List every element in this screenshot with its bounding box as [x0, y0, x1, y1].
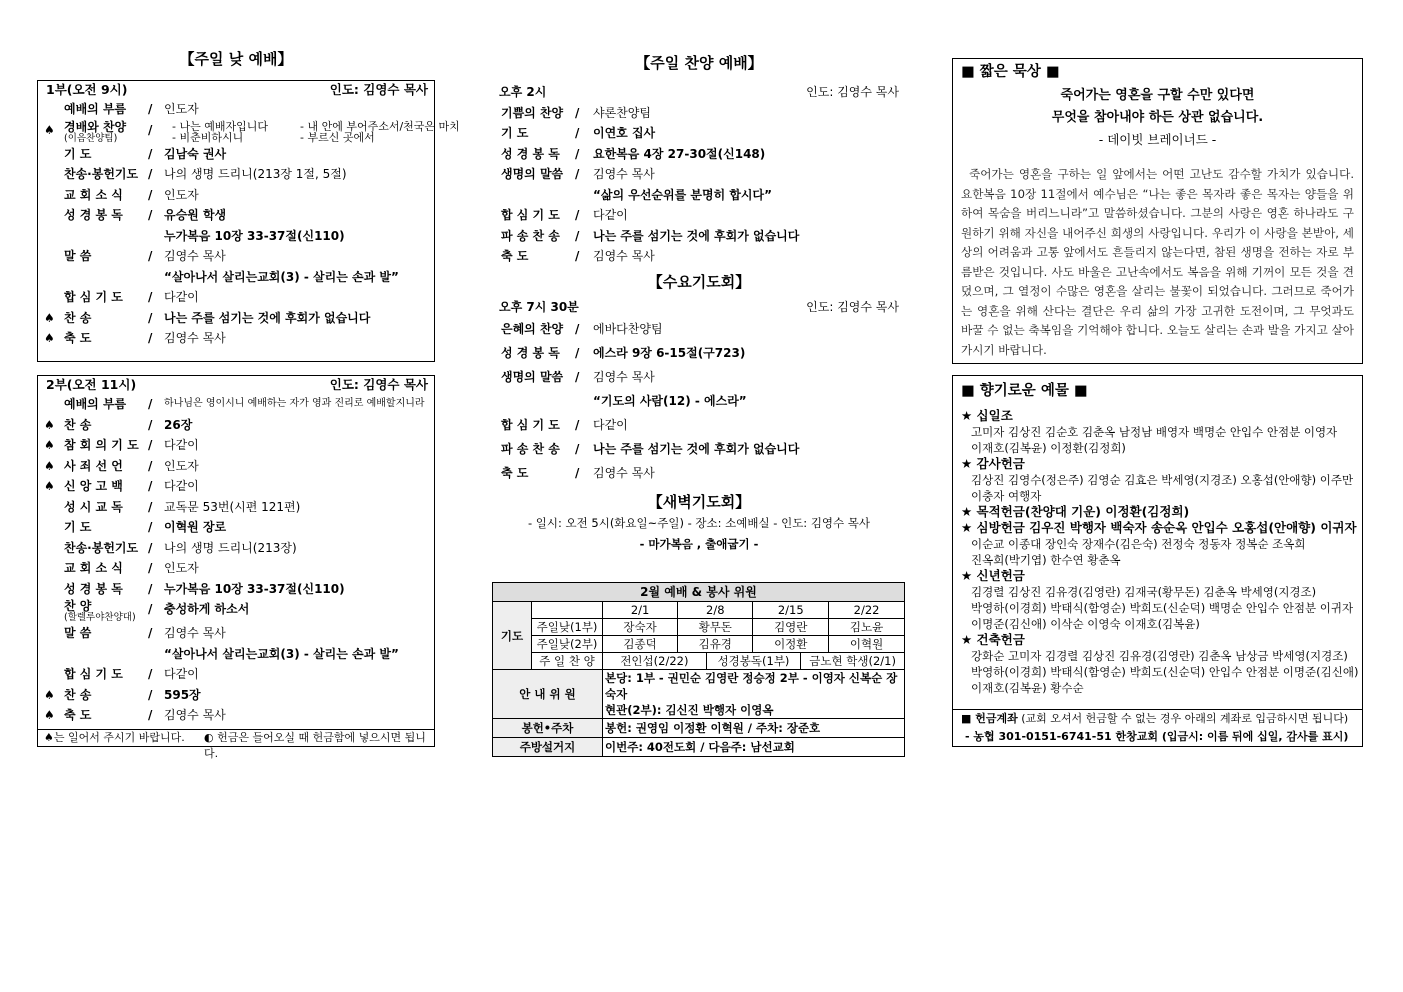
- stand-mark: ♠: [44, 331, 55, 345]
- dawn-text: - 마가복음 , 출애굽기 -: [639, 537, 759, 551]
- meditation-title: ■ 짧은 묵상 ■: [961, 64, 1060, 80]
- service-row: [38, 226, 434, 247]
- row-value: 교독문 53번(시편 121편): [164, 499, 301, 514]
- row-value: 김영수 목사: [164, 626, 226, 640]
- row-value: 나의 생명 드리니(213장): [164, 540, 297, 555]
- service-2-header: [38, 376, 434, 394]
- dawn-info: - 일시: 오전 5시(화요일~주일) - 장소: 소예배실 - 인도: 김영수 목사: [527, 516, 871, 530]
- dawn-title: 【새벽기도회】: [647, 493, 751, 511]
- program-row: 기쁨의 찬양 / 샤론찬양팀: [493, 103, 905, 124]
- service-row: ♠ 찬 송 / 595장: [38, 685, 434, 706]
- program-row: 기 도 / 이연호 집사: [493, 123, 905, 144]
- sunday-column: [37, 48, 435, 70]
- stand-mark: ♠: [44, 708, 55, 722]
- row-label: 파 송 찬 송: [501, 442, 560, 456]
- duty-cell: 전인섭(2/22): [603, 653, 707, 669]
- program-row: 은혜의 찬양 / 에바다찬양팀: [493, 317, 905, 341]
- row-label: 축 도: [64, 331, 92, 345]
- row-value: 유승원 학생: [164, 208, 227, 222]
- duty-cell: 김종덕: [603, 636, 678, 653]
- row-value: 595장: [164, 687, 201, 702]
- duty-offer-label: 봉헌•주차: [493, 719, 603, 738]
- duty-visit: 이번주: 40전도회 / 다음주: 남선교회: [603, 738, 905, 757]
- row-label: 축 도: [501, 249, 529, 263]
- offering-names: 이충자 여행자: [971, 489, 1042, 503]
- wednesday-title: 【수요기도회】: [647, 272, 751, 291]
- program-row: [493, 185, 905, 206]
- program-row: [493, 389, 905, 413]
- offering-group-title: ★ 감사헌금: [961, 456, 1025, 471]
- program-row: 합 심 기 도 / 다같이: [493, 205, 905, 226]
- service-row: 성 경 봉 독 / 유승원 학생: [38, 205, 434, 226]
- service-row: [38, 644, 434, 665]
- meditation-quote-1: 죽어가는 영혼을 구할 수만 있다면: [1060, 88, 1255, 103]
- duty-date: 2/22: [829, 602, 905, 619]
- row-label: 생명의 말씀: [501, 370, 564, 384]
- service-row: ♠ 축 도 / 김영수 목사: [38, 705, 434, 726]
- service-row: 찬송·봉헌기도 / 나의 생명 드리니(213장): [38, 538, 434, 559]
- stand-mark: ♠: [44, 122, 55, 137]
- program-row: 합 심 기 도 / 다같이: [493, 413, 905, 437]
- offering-names: 이재호(김복윤) 이정환(김정희): [971, 441, 1126, 455]
- service-row: ♠ 경배와 찬양 (이음찬양팀) / - 나는 예배자입니다 - 내 안에 부어주소서/천국은 마치 - 비춘비하시니 - 부르신 곳에서: [44, 119, 460, 144]
- praise-time: 오후 2시: [499, 85, 547, 99]
- row-label: 은혜의 찬양: [501, 322, 564, 336]
- service-row: ♠ 찬 송 / 26장: [38, 415, 434, 436]
- row-value: 26장: [164, 417, 193, 432]
- account-box: [953, 709, 1362, 746]
- row-value: 김영수 목사: [164, 249, 226, 263]
- service-row: ♠ 축 도 / 김영수 목사: [38, 328, 434, 349]
- row-value: 에바다찬양팀: [593, 322, 663, 336]
- row-value: 김영수 목사: [164, 331, 226, 345]
- row-label: 기 도: [64, 520, 92, 534]
- service-1-leader: 인도: 김영수 목사: [329, 82, 428, 97]
- praise-song: - 내 안에 부어주소서/천국은 마치: [300, 119, 460, 133]
- row-label: 찬 송: [64, 687, 92, 702]
- row-value: 샤론찬양팀: [593, 105, 651, 120]
- row-value: 이혁원 장로: [164, 520, 227, 534]
- row-value: 김영수 목사: [593, 249, 655, 263]
- stand-mark: ♠: [44, 687, 55, 702]
- row-value: 다같이: [164, 290, 199, 304]
- service-row: 기 도 / 김남숙 권사: [38, 144, 434, 165]
- account-note: (교회 오셔서 헌금할 수 없는 경우 아래의 계좌로 입금하시면 됩니다): [1021, 712, 1349, 725]
- duty-cell: 이혁원: [829, 636, 905, 653]
- program-row: 성 경 봉 독 / 요한복음 4장 27-30절(신148): [493, 144, 905, 165]
- row-value: 나는 주를 섬기는 것에 후회가 없습니다: [593, 228, 800, 243]
- service-row: 교 회 소 식 / 인도자: [38, 558, 434, 579]
- duty-visit-label: 주방설거지: [493, 738, 603, 757]
- program-row: 축 도 / 김영수 목사: [493, 246, 905, 267]
- row-value: “삶의 우선순위를 분명히 합시다”: [593, 187, 773, 202]
- service-row: 찬송·봉헌기도 / 나의 생명 드리니(213장 1절, 5절): [38, 164, 434, 185]
- offering-names: 이명준(김신애) 이삭순 이영숙 이재호(김복윤): [971, 617, 1200, 631]
- offering-group-title: ★ 목적헌금(찬양대 기운) 이정환(김정희): [961, 504, 1190, 519]
- row-label: 경배와 찬양: [64, 119, 127, 134]
- row-value: 다같이: [593, 208, 628, 222]
- service-row: 말 씀 / 김영수 목사: [38, 246, 434, 267]
- duty-cell: 황무돈: [678, 619, 753, 636]
- offering-box: [952, 375, 1363, 747]
- row-value: 인도자: [164, 102, 199, 116]
- row-label: 기쁨의 찬양: [501, 105, 564, 120]
- row-label: 합 심 기 도: [64, 667, 123, 681]
- offering-title: ■ 향기로운 예물 ■: [961, 383, 1088, 399]
- meditation-author: - 데이빗 브레이너드 -: [1098, 132, 1217, 147]
- duty-s1-label: 주일낮(1부): [532, 619, 603, 636]
- duty-cell: 성경봉독(1부): [707, 653, 801, 669]
- service-row: 합 심 기 도 / 다같이: [38, 287, 434, 308]
- program-row: 생명의 말씀 / 김영수 목사: [493, 365, 905, 389]
- duty-s2-label: 주일낮(2부): [532, 636, 603, 653]
- row-label: 찬송·봉헌기도: [64, 540, 139, 555]
- praise-song: - 나는 예배자입니다: [172, 119, 268, 133]
- service-row: [38, 267, 434, 288]
- row-value: 김영수 목사: [164, 708, 226, 722]
- offering-names: 고미자 김상진 김순호 김춘옥 남정남 배영자 백명순 안입수 안점분 이영자: [971, 425, 1338, 439]
- duty-date: 2/1: [603, 602, 678, 619]
- row-sublabel: (이음찬양팀): [64, 132, 118, 144]
- row-label: 참 회 의 기 도: [64, 438, 139, 452]
- row-label: 예배의 부름: [64, 102, 127, 116]
- meditation-quote-2: 무엇을 참아내야 하든 상관 없습니다.: [1051, 110, 1264, 125]
- praise-leader: 인도: 김영수 목사: [806, 85, 899, 99]
- stand-note: ♠는 일어서 주시기 바랍니다.: [44, 731, 185, 744]
- offering-group-title: ★ 심방헌금 김우진 박행자 백숙자 송순옥 안입수 오홍섭(안애향) 이귀자: [961, 520, 1357, 535]
- wednesday-time: 오후 7시 30분: [499, 299, 579, 314]
- account-label: ■ 헌금계좌: [961, 712, 1018, 725]
- service-1-header: [38, 81, 434, 99]
- row-label: 생명의 말씀: [501, 167, 564, 181]
- offering-names: 이순교 이종대 장인숙 장재수(김은숙) 전정숙 정동자 정복순 조옥희: [971, 537, 1306, 551]
- service-row: ♠ 찬 송 / 나는 주를 섬기는 것에 후회가 없습니다: [38, 308, 434, 329]
- row-value: 인도자: [164, 187, 199, 202]
- offering-group-title: ★ 신년헌금: [961, 568, 1025, 583]
- offering-group-title: ★ 십일조: [961, 408, 1013, 423]
- row-value: “기도의 사람(12) - 에스라”: [593, 394, 747, 408]
- service-row: 기 도 / 이혁원 장로: [38, 517, 434, 538]
- stand-mark: ♠: [44, 417, 55, 432]
- row-label: 성 경 봉 독: [501, 146, 560, 161]
- duty-usher-2: 현관(2부): 김신진 박행자 이영옥: [605, 703, 774, 717]
- service-row: 찬 양 (할렐루야찬양대) / 충성하게 하소서: [64, 599, 250, 623]
- middle-column: [493, 52, 905, 555]
- row-label: 합 심 기 도: [501, 208, 560, 222]
- offering-note: ◐ 헌금은 들어오실 때 헌금함에 넣으시면 됩니다.: [204, 731, 426, 760]
- row-label: 기 도: [501, 126, 529, 140]
- service-note: [38, 729, 434, 760]
- program-row: 축 도 / 김영수 목사: [493, 461, 905, 485]
- row-label: 교 회 소 식: [64, 187, 123, 202]
- row-label: 파 송 찬 송: [501, 228, 560, 243]
- row-value: 충성하게 하소서: [164, 602, 250, 616]
- row-value: 김남숙 권사: [164, 146, 227, 161]
- service-2-leader: 인도: 김영수 목사: [329, 377, 428, 392]
- offering-names: 박영하(이경희) 박태식(함영순) 박희도(신순덕) 백명순 안입수 안점분 이귀자: [971, 601, 1354, 615]
- service-row: ♠ 신 앙 고 백 / 다같이: [38, 476, 434, 497]
- row-value: 김영수 목사: [593, 167, 655, 181]
- service-row: ♠ 참 회 의 기 도 / 다같이: [38, 435, 434, 456]
- meditation-body: 죽어가는 영혼을 구하는 일 앞에서는 어떤 고난도 감수할 가치가 있습니다. 요한복음 10장 11절에서 예수님은 “나는 좋은 목자라 좋은 목자는 양들을 위하여 목숨을 버리느니라”고 말씀하셨습니다. 그분의 사랑은 영혼 하나라도 구원하기 위해 자신을 내어주신 희생의 사랑입니다. 우리가 이 사랑을 본받아, 세상의 어려움과 고통 앞에서도 흔들리지 않는다면, 참된 생명을 전하는 자로 부름받은 것입니다. 사도 바울은 고난속에서도 복음을 위해 기꺼이 모든 것을 견뎠으며, 그 열정이 수많은 영혼을 살리는 불꽃이 되었습니다. 그러므로 죽어가는 영혼을 위해 산다는 결단은 우리 삶의 가장 고귀한 도전이며, 그 무엇과도 바꿀 수 없는 축복임을 기억해야 합니다. 오늘도 살리는 손과 발을 가지고 살아가시기 바랍니다.: [961, 167, 1354, 357]
- service-row: 예배의 부름 / 인도자: [38, 99, 434, 120]
- wednesday-leader: 인도: 김영수 목사: [806, 299, 899, 314]
- duty-cell: 김유경: [678, 636, 753, 653]
- offering-names: 진옥희(박기엽) 한수연 황춘옥: [971, 553, 1121, 567]
- duty-title: 2월 예배 & 봉사 위원: [493, 583, 905, 602]
- service-2-box: [37, 375, 435, 760]
- row-value: 김영수 목사: [593, 466, 655, 480]
- row-value: 인도자: [164, 458, 199, 473]
- row-value: 하나님은 영이시니 예배하는 자가 영과 진리로 예배할지니라: [164, 398, 425, 409]
- offering-names: 강화순 고미자 김경렬 김상진 김유경(김영란) 김춘옥 남상금 박세영(지경조): [971, 649, 1348, 663]
- service-row: ♠ 사 죄 선 언 / 인도자: [38, 456, 434, 477]
- row-label: 찬송·봉헌기도: [64, 167, 139, 181]
- row-label: 축 도: [64, 708, 92, 722]
- row-value: 인도자: [164, 561, 199, 575]
- row-value: 이연호 집사: [593, 126, 656, 140]
- row-label: 말 씀: [64, 249, 92, 263]
- row-value: 다같이: [164, 438, 199, 452]
- service-row: 예배의 부름 / 하나님은 영이시니 예배하는 자가 영과 진리로 예배할지니라: [38, 394, 434, 415]
- row-label: 찬 양: [64, 599, 92, 613]
- account-number: - 농협 301-0151-6741-51 한창교회 (입금시: 이름 뒤에 십일, 감사를 표시): [965, 730, 1349, 743]
- offering-group-title: ★ 건축헌금: [961, 632, 1025, 647]
- duty-table: [492, 582, 905, 757]
- row-value: 누가복음 10장 33-37절(신110): [164, 228, 345, 243]
- meditation-box: [952, 58, 1363, 364]
- service-row: 말 씀 / 김영수 목사: [38, 623, 434, 644]
- duty-offer: 봉헌: 권영임 이정환 이혁원 / 주차: 장준호: [603, 719, 905, 738]
- program-row: 생명의 말씀 / 김영수 목사: [493, 164, 905, 185]
- row-value: 요한복음 4장 27-30절(신148): [593, 146, 766, 161]
- row-value: “살아나서 살리는교회(3) - 살리는 손과 발”: [164, 646, 399, 661]
- row-value: “살아나서 살리는교회(3) - 살리는 손과 발”: [164, 269, 399, 284]
- row-label: 사 죄 선 언: [64, 458, 123, 473]
- row-label: 교 회 소 식: [64, 561, 123, 575]
- row-label: 예배의 부름: [64, 397, 127, 411]
- row-value: 다같이: [164, 667, 199, 681]
- offering-names: 김상진 김영수(정은주) 김영순 김효은 박세영(지경조) 오홍섭(안애향) 이주만: [971, 473, 1354, 487]
- row-label: 찬 송: [64, 310, 92, 325]
- row-value: 나의 생명 드리니(213장 1절, 5절): [164, 167, 347, 181]
- stand-mark: ♠: [44, 458, 55, 473]
- row-label: 신 앙 고 백: [64, 479, 123, 493]
- duty-cell: 김노윤: [829, 619, 905, 636]
- duty-cell: 금노현 학생(2/1): [809, 654, 896, 668]
- row-label: 찬 송: [64, 417, 92, 432]
- praise-title: 【주일 찬양 예배】: [635, 54, 763, 72]
- program-row: 파 송 찬 송 / 나는 주를 섬기는 것에 후회가 없습니다: [493, 226, 905, 247]
- duty-usher-1: 본당: 1부 - 권민순 김영란 정승정 2부 - 이영자 신복순 장숙자: [605, 671, 898, 701]
- row-sublabel: (할렐루야찬양대): [64, 612, 136, 623]
- duty-prayer-label: 기도: [493, 602, 532, 670]
- program-row: 파 송 찬 송 / 나는 주를 섬기는 것에 후회가 없습니다: [493, 437, 905, 461]
- service-row: 성 시 교 독 / 교독문 53번(시편 121편): [38, 497, 434, 518]
- sunday-title: 【주일 낮 예배】: [179, 50, 293, 68]
- service-1-box: [37, 80, 460, 362]
- row-label: 기 도: [64, 146, 92, 161]
- row-label: 축 도: [501, 466, 529, 480]
- row-label: 성 경 봉 독: [64, 208, 123, 222]
- stand-mark: ♠: [44, 310, 55, 325]
- row-value: 나는 주를 섬기는 것에 후회가 없습니다: [164, 310, 371, 325]
- duty-cell: 이정환: [753, 636, 829, 653]
- row-label: 합 심 기 도: [501, 418, 560, 432]
- offering-names: 박영하(이경희) 박태식(함영순) 박희도(신순덕) 안입수 안점분 이명준(김신애): [971, 665, 1359, 679]
- service-row: 교 회 소 식 / 인도자: [38, 185, 434, 206]
- praise-song: - 부르신 곳에서: [300, 130, 375, 144]
- row-label: 성 경 봉 독: [501, 346, 560, 360]
- duty-date: 2/8: [678, 602, 753, 619]
- row-value: 나는 주를 섬기는 것에 후회가 없습니다: [593, 442, 800, 456]
- service-row: 성 경 봉 독 / 누가복음 10장 33-37절(신110): [38, 579, 434, 600]
- offering-names: 이재호(김복윤) 황수순: [971, 681, 1084, 695]
- stand-mark: ♠: [44, 438, 55, 452]
- praise-song: - 비춘비하시니: [172, 130, 244, 144]
- row-label: 성 시 교 독: [64, 499, 123, 514]
- service-row: 합 심 기 도 / 다같이: [38, 664, 434, 685]
- row-value: 다같이: [593, 418, 628, 432]
- row-value: 다같이: [164, 479, 199, 493]
- duty-praise-label: 주 일 찬 양: [532, 653, 603, 670]
- stand-mark: ♠: [44, 479, 55, 493]
- service-1-time: 1부(오전 9시): [46, 82, 128, 97]
- offering-names: 김경렬 김상진 김유경(김영란) 김재국(황무돈) 김춘옥 박세영(지경조): [971, 585, 1317, 599]
- praise-time-row: [493, 82, 905, 103]
- row-label: 합 심 기 도: [64, 290, 123, 304]
- duty-cell: 김영란: [753, 619, 829, 636]
- duty-date: 2/15: [753, 602, 829, 619]
- row-value: 누가복음 10장 33-37절(신110): [164, 581, 345, 596]
- duty-usher-label: 안 내 위 원: [493, 670, 603, 719]
- service-2-time: 2부(오전 11시): [46, 377, 137, 392]
- row-label: 말 씀: [64, 626, 92, 640]
- row-value: 김영수 목사: [593, 370, 655, 384]
- program-row: 성 경 봉 독 / 에스라 9장 6-15절(구723): [493, 341, 905, 365]
- wednesday-time-row: [493, 297, 905, 318]
- duty-cell: 장숙자: [603, 619, 678, 636]
- row-value: 에스라 9장 6-15절(구723): [593, 346, 746, 360]
- row-label: 성 경 봉 독: [64, 581, 123, 596]
